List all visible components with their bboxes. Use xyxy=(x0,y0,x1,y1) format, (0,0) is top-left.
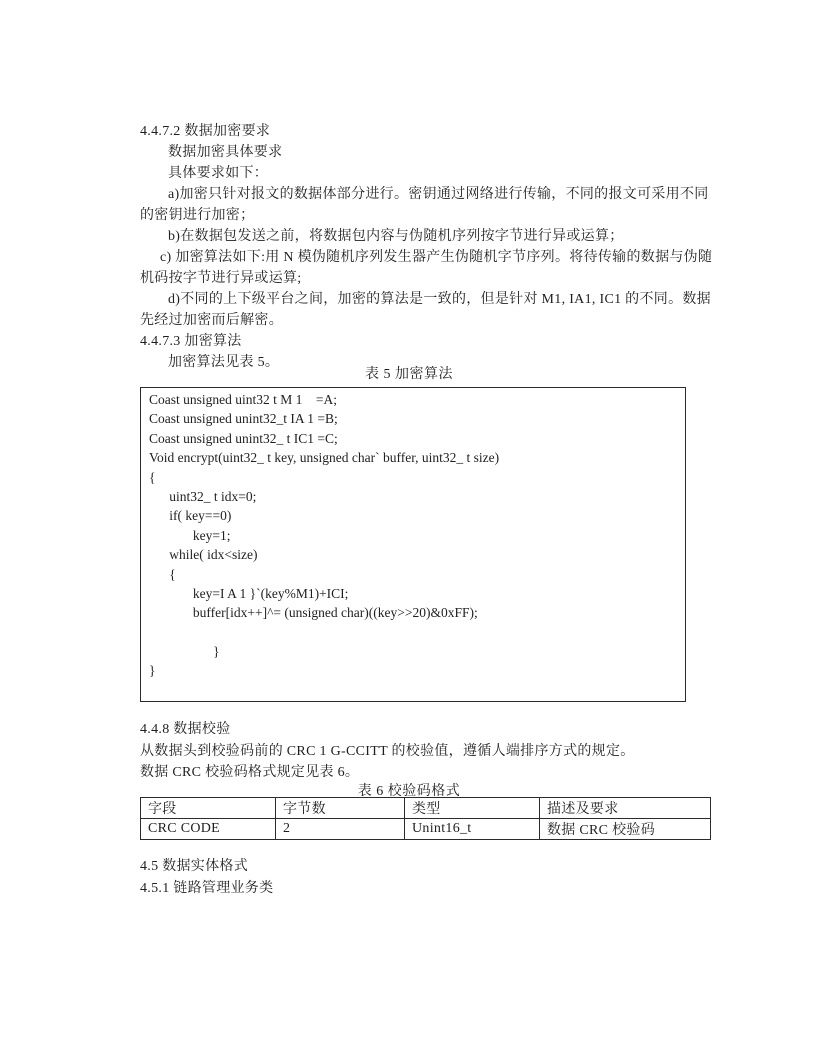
code-line: if( key==0) xyxy=(149,508,232,524)
code-line: key=I A 1 }`(key%M1)+ICI; xyxy=(149,585,349,601)
paragraph-intro-1: 数据加密具体要求 xyxy=(168,145,283,160)
list-item-a-line-1: a)加密只针对报文的数据体部分进行。密钥通过网络进行传输，不同的报文可采用不同 xyxy=(168,187,709,202)
code-line: uint32_ t idx=0; xyxy=(149,488,257,504)
code-line: Coast unsigned unint32_t IA 1 =B; xyxy=(149,411,338,427)
code-line: key=1; xyxy=(149,527,231,543)
table6-caption: 表 6 校验码格式 xyxy=(357,784,461,799)
table-header-cell: 字段 xyxy=(141,798,276,819)
list-item-b: b)在数据包发送之前，将数据包内容与伪随机序列按字节进行异或运算； xyxy=(168,229,624,244)
list-item-a-line-2: 的密钥进行加密； xyxy=(140,208,255,223)
table-header-cell: 字节数 xyxy=(276,798,405,819)
table5-code-block xyxy=(140,387,686,702)
code-line: { xyxy=(149,566,176,582)
section-4-4-7-2 xyxy=(140,121,713,373)
list-item-c-line-1: c) 加密算法如下:用 N 模伪随机序列发生器产生伪随机字节序列。将待传输的数据与伪随 xyxy=(160,250,713,265)
paragraph-table6-reference: 数据 CRC 校验码格式规定见表 6。 xyxy=(140,765,360,780)
code-line: Coast unsigned unint32_ t IC1 =C; xyxy=(149,430,338,446)
section-4-5 xyxy=(140,856,678,899)
heading-4-4-7-3: 4.4.7.3 加密算法 xyxy=(140,334,242,349)
table-cell: CRC CODE xyxy=(141,819,276,840)
table-cell: Unint16_t xyxy=(405,819,540,840)
heading-4-4-7-2: 4.4.7.2 数据加密要求 xyxy=(140,124,271,139)
table5-caption: 表 5 加密算法 xyxy=(365,367,453,382)
table-header-cell: 描述及要求 xyxy=(540,798,711,819)
list-item-c-line-2: 机码按字节进行异或运算; xyxy=(140,271,302,286)
heading-4-5: 4.5 数据实体格式 xyxy=(140,859,248,874)
table6-header-row xyxy=(141,798,711,819)
table-cell: 数据 CRC 校验码 xyxy=(540,819,711,840)
code-line: } xyxy=(149,644,220,660)
list-item-d-line-1: d)不同的上下级平台之间，加密的算法是一致的，但是针对 M1, IA1, IC1 的不同。数据 xyxy=(168,292,711,307)
table6-checksum-format xyxy=(140,797,711,840)
code-line: buffer[idx++]^= (unsigned char)((key>>20)&0xFF); xyxy=(149,605,478,621)
heading-4-4-8: 4.4.8 数据校验 xyxy=(140,722,231,737)
code-line xyxy=(149,681,685,700)
table-cell: 2 xyxy=(276,819,405,840)
list-item-d-line-2: 先经过加密而后解密。 xyxy=(140,313,283,328)
paragraph-intro-2: 具体要求如下： xyxy=(168,166,269,181)
section-4-4-8 xyxy=(140,719,678,784)
heading-4-5-1: 4.5.1 链路管理业务类 xyxy=(140,880,274,896)
paragraph-crc-description: 从数据头到校验码前的 CRC 1 G-CCITT 的校验值，遵循人端排序方式的规定。 xyxy=(140,743,635,759)
paragraph-table5-reference: 加密算法见表 5。 xyxy=(168,355,280,370)
table-header-cell: 类型 xyxy=(405,798,540,819)
code-line: while( idx<size) xyxy=(149,547,258,563)
code-line: } xyxy=(149,663,156,679)
code-line xyxy=(149,623,685,642)
code-line: Void encrypt(uint32_ t key, unsigned char` buffer, uint32_ t size) xyxy=(149,450,500,466)
code-line: { xyxy=(149,469,156,485)
code-line: Coast unsigned uint32 t M 1 =A; xyxy=(149,392,337,407)
table6-data-row xyxy=(141,819,711,840)
